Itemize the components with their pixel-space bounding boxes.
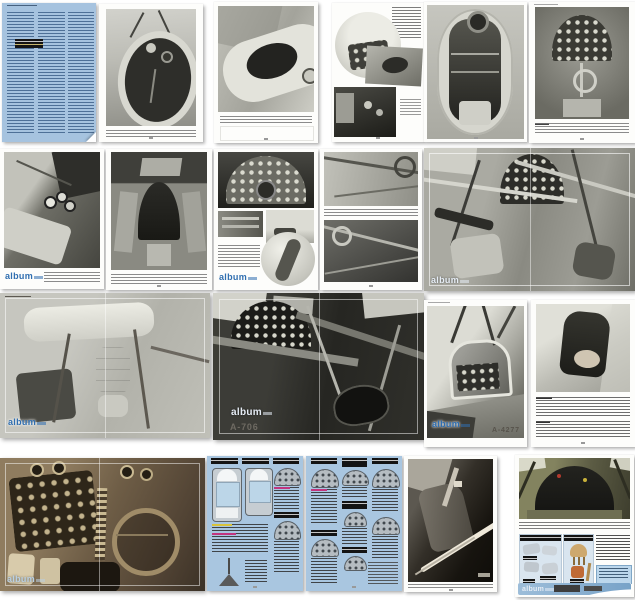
panel-diagram (274, 521, 301, 540)
windscreen-diagram (245, 468, 273, 516)
cockpit-opening-shape (138, 182, 180, 240)
photo-caption (324, 209, 418, 217)
equipment-label-badge (540, 576, 556, 580)
control-stick-base (219, 574, 239, 586)
page-number (369, 285, 373, 287)
cover-note-text (599, 568, 628, 580)
album-logo (231, 408, 272, 418)
cover-blurb-text (596, 535, 630, 561)
photo-caption (44, 272, 100, 284)
parachute-line (583, 557, 585, 565)
gauge-dial (120, 465, 134, 479)
strut-line (151, 346, 210, 363)
canopy-shape (250, 469, 268, 480)
opening-shape (381, 56, 409, 75)
page-intro-text[interactable] (2, 3, 96, 142)
equipment-item-illustration (541, 562, 558, 575)
legend-text (342, 487, 367, 498)
album-logo-subtext (34, 276, 43, 279)
strut-line (133, 329, 150, 428)
fuselage-side-shape (182, 191, 206, 253)
spread-gutter (319, 293, 320, 440)
gauge-dial (364, 101, 372, 109)
album-logo-text: album (431, 275, 460, 285)
spread-framework-bleed[interactable] (424, 148, 635, 291)
section-title-badge (15, 39, 43, 48)
text-column (38, 12, 65, 134)
equipment-item-illustration (522, 543, 540, 555)
spread-gutter (105, 293, 106, 438)
photo-cowl-detail (365, 46, 423, 87)
legend-text (274, 487, 299, 509)
page-panel-diagrams-right[interactable] (306, 456, 402, 591)
album-logo-text: album (522, 586, 545, 593)
panel-diagram (342, 470, 369, 486)
canopy-glass-shape (140, 158, 183, 176)
album-logo-text: album (432, 419, 461, 429)
gauge-dial (140, 468, 153, 481)
control-wheel-shape (256, 180, 276, 200)
canopy-shape (217, 469, 237, 481)
strut-line (450, 306, 466, 343)
page-back-cover[interactable] (515, 455, 634, 597)
legend-highlight-yellow (212, 524, 232, 526)
page-wreck-photo[interactable] (0, 149, 104, 289)
page-number (149, 137, 153, 139)
text-column (68, 12, 94, 134)
page-number (253, 586, 257, 588)
cockpit-opening-shape (559, 310, 611, 378)
photo-cockpit-opening (106, 9, 196, 126)
wing-shape (4, 206, 72, 266)
gauge-panel-shape (552, 15, 612, 61)
page-framework-photos[interactable] (320, 149, 422, 290)
windscreen-diagram (212, 468, 242, 522)
page-header-text (7, 5, 37, 8)
page-cockpit-front[interactable] (106, 149, 212, 290)
cockpit-ledge-shape (527, 510, 622, 519)
strut-line (497, 306, 517, 339)
equipment-mass-shape (60, 562, 120, 591)
legend-highlight-magenta (274, 487, 290, 489)
text-column (7, 12, 34, 134)
panel-shape (336, 93, 354, 123)
photo-caption (111, 274, 207, 285)
buckle-shape (454, 481, 462, 487)
yellow-indicator-dot (583, 478, 587, 482)
legend-text (274, 541, 299, 573)
photo-cockpit-opening-top (536, 304, 630, 392)
photo-framework-dark (324, 220, 418, 282)
page-number (352, 586, 356, 588)
photo-corner-text (5, 296, 31, 299)
gauge-dial (467, 11, 489, 33)
strut-line (334, 185, 418, 198)
equipment-item-illustration (542, 545, 558, 556)
cover-footer-band (518, 583, 631, 595)
diagram-title-badge (311, 458, 337, 464)
page-fuselage-side[interactable] (214, 2, 318, 143)
gauge-dial (52, 461, 66, 475)
photo-credit-text (478, 573, 490, 577)
album-logo-subtext (37, 422, 46, 425)
footer-text-block (554, 585, 580, 592)
parachute-canopy-illustration (570, 544, 587, 557)
album-logo (219, 273, 257, 282)
gauge-dial (64, 200, 76, 212)
legend-highlight-magenta (311, 489, 327, 491)
page-windscreen-photo[interactable] (424, 300, 527, 447)
spread-sepia-panel-bleed[interactable] (0, 458, 205, 591)
diagram-title-badge (273, 458, 299, 464)
parachute-line (573, 557, 575, 565)
spread-tank-framework-bleed[interactable] (0, 293, 210, 438)
panel-diagram (344, 512, 367, 527)
page-number (376, 137, 380, 139)
red-indicator-dot (557, 474, 561, 478)
strut-line (325, 255, 418, 274)
page-header-text (534, 4, 558, 6)
album-logo-subtext (36, 579, 45, 582)
panel-diagram (344, 556, 367, 571)
photo-cockpit-topdown (427, 5, 524, 139)
body-text (536, 421, 630, 437)
fuel-tank-shape (96, 347, 130, 393)
photo-round-detail (261, 232, 315, 286)
equipment-box-title-badge (564, 535, 593, 541)
album-logo-text: album (5, 271, 34, 281)
album-logo-subtext (248, 277, 257, 280)
page-cockpit-photo[interactable] (99, 4, 203, 142)
gauge-panel-shape (535, 466, 614, 516)
album-logo-text: album (219, 272, 248, 282)
aircraft-plate-number: A-4277 (492, 427, 520, 434)
ring-spoke-shape (116, 534, 168, 536)
page-cockpit-details[interactable] (332, 3, 424, 142)
legend-text (342, 528, 367, 544)
page-number (580, 138, 584, 140)
equipment-item-illustration (524, 561, 540, 572)
propeller-blade-shape (273, 237, 302, 283)
album-logo-subtext (263, 412, 272, 415)
spread-gutter (530, 148, 531, 291)
wheel-shape (394, 156, 416, 178)
panel-diagram (311, 469, 339, 488)
legend-highlight-magenta (212, 533, 236, 535)
photo-arch-panel (218, 152, 314, 208)
page-number (449, 589, 453, 591)
legend-text (372, 536, 398, 558)
gauge-dial (146, 43, 156, 53)
panel-diagram (372, 517, 400, 535)
spread-dark-framework-bleed[interactable] (213, 293, 424, 440)
panel-diagram (311, 539, 339, 557)
window-shape (216, 482, 240, 507)
photo-caption (400, 99, 421, 117)
diagram-title-badge (372, 458, 398, 464)
legend-text (311, 558, 337, 584)
panel-base-shape (216, 508, 238, 518)
page-number (474, 137, 478, 139)
tank-shape (571, 241, 616, 281)
diagram-title-badge (242, 458, 269, 464)
gauge-dial (332, 226, 352, 246)
cross-rail-shape (451, 53, 499, 55)
album-logo (8, 418, 46, 427)
page-header-text (428, 302, 450, 304)
diagram-title-badge (342, 547, 367, 553)
photo-caption (220, 116, 312, 124)
gauge-dial (302, 68, 314, 84)
equipment-label-badge (523, 556, 537, 560)
seat-shape (459, 101, 491, 125)
body-text (536, 397, 630, 417)
cover-caption (519, 522, 630, 531)
photo-cockpit-front (111, 152, 207, 270)
diagram-title-badge (274, 512, 299, 518)
seat-cushion-shape (449, 233, 504, 280)
equipment-box-parachute (563, 534, 594, 586)
album-logo-text: album (7, 574, 36, 584)
parachute-line (578, 557, 580, 565)
photo-panel-closeup (218, 211, 263, 237)
page-cockpit-with-text[interactable] (531, 300, 635, 447)
diagram-title-badge (342, 458, 367, 467)
photo-framework-light (324, 152, 418, 206)
control-wheel-shape (573, 69, 597, 93)
spread-gutter (99, 458, 100, 591)
equipment-box-title-badge (520, 535, 561, 541)
page-number (581, 442, 585, 444)
photo-restored-panel-color (519, 458, 630, 519)
seat-back-shape (16, 368, 77, 424)
panel-band-shape (222, 217, 259, 220)
diagram-title-badge (311, 530, 337, 536)
ring-frame-shape (112, 508, 180, 576)
page-instrument-panel[interactable] (529, 2, 635, 143)
panel-band-shape (222, 225, 259, 228)
panel-diagram (274, 468, 301, 486)
gauge-panel-shape (456, 363, 500, 392)
photo-panel-front (535, 7, 629, 119)
flare-pistol-illustration (586, 563, 591, 581)
photo-seat (408, 459, 493, 582)
fuselage-side-shape (114, 191, 138, 253)
cover-note-box (596, 565, 632, 584)
fuel-tank-shape (98, 395, 128, 417)
album-logo-subtext (461, 424, 470, 427)
photo-caption (535, 123, 629, 135)
album-logo-subtext (460, 280, 469, 283)
gauge-panel-shape (8, 470, 99, 552)
album-logo-text: album (231, 407, 262, 418)
strut-line (130, 12, 145, 38)
legend-text (245, 560, 267, 582)
aircraft-plate-number: A-706 (230, 422, 259, 432)
photo-interior-dark (334, 87, 396, 137)
sky-patch-shape (362, 293, 424, 319)
diagram-title-badge (211, 458, 238, 464)
footer-text-block (584, 586, 602, 591)
gauge-dial (30, 463, 44, 477)
equipment-box-clothing (519, 534, 562, 586)
legend-text (212, 524, 268, 554)
album-logo (432, 420, 470, 429)
page-number (157, 285, 161, 287)
gauge-dial (161, 51, 173, 63)
page-number (264, 138, 268, 140)
album-logo (522, 586, 554, 593)
album-logo (5, 272, 43, 281)
gauge-dial (376, 109, 383, 116)
album-logo-subtext (545, 588, 554, 591)
diagram-title-badge (342, 501, 367, 509)
legend-text (311, 489, 337, 525)
page-panel-diagrams-left[interactable] (207, 456, 303, 591)
page-curl (86, 132, 96, 142)
page-seat-photo[interactable] (404, 456, 497, 592)
floor-shape (147, 244, 171, 266)
album-logo (431, 276, 469, 285)
panel-diagram (372, 469, 400, 488)
photo-fuselage-side (218, 6, 314, 112)
sky-patch-shape (424, 148, 477, 175)
floor-shape (563, 99, 601, 117)
window-shape (249, 481, 271, 503)
control-stick-diagram (228, 558, 230, 574)
album-logo-text: album (8, 417, 37, 427)
ladder-track-shape (95, 488, 108, 560)
album-logo (7, 575, 45, 584)
cross-rail-shape (451, 71, 499, 73)
page-panel-details[interactable] (214, 149, 318, 290)
photo-caption (218, 245, 260, 267)
parachute-pack-illustration (571, 566, 584, 578)
legend-text (372, 489, 398, 513)
legend-text (368, 562, 398, 584)
gauge-dial (44, 196, 57, 209)
photo-wreck (4, 152, 100, 268)
page-cockpit-topdown[interactable] (424, 2, 527, 142)
